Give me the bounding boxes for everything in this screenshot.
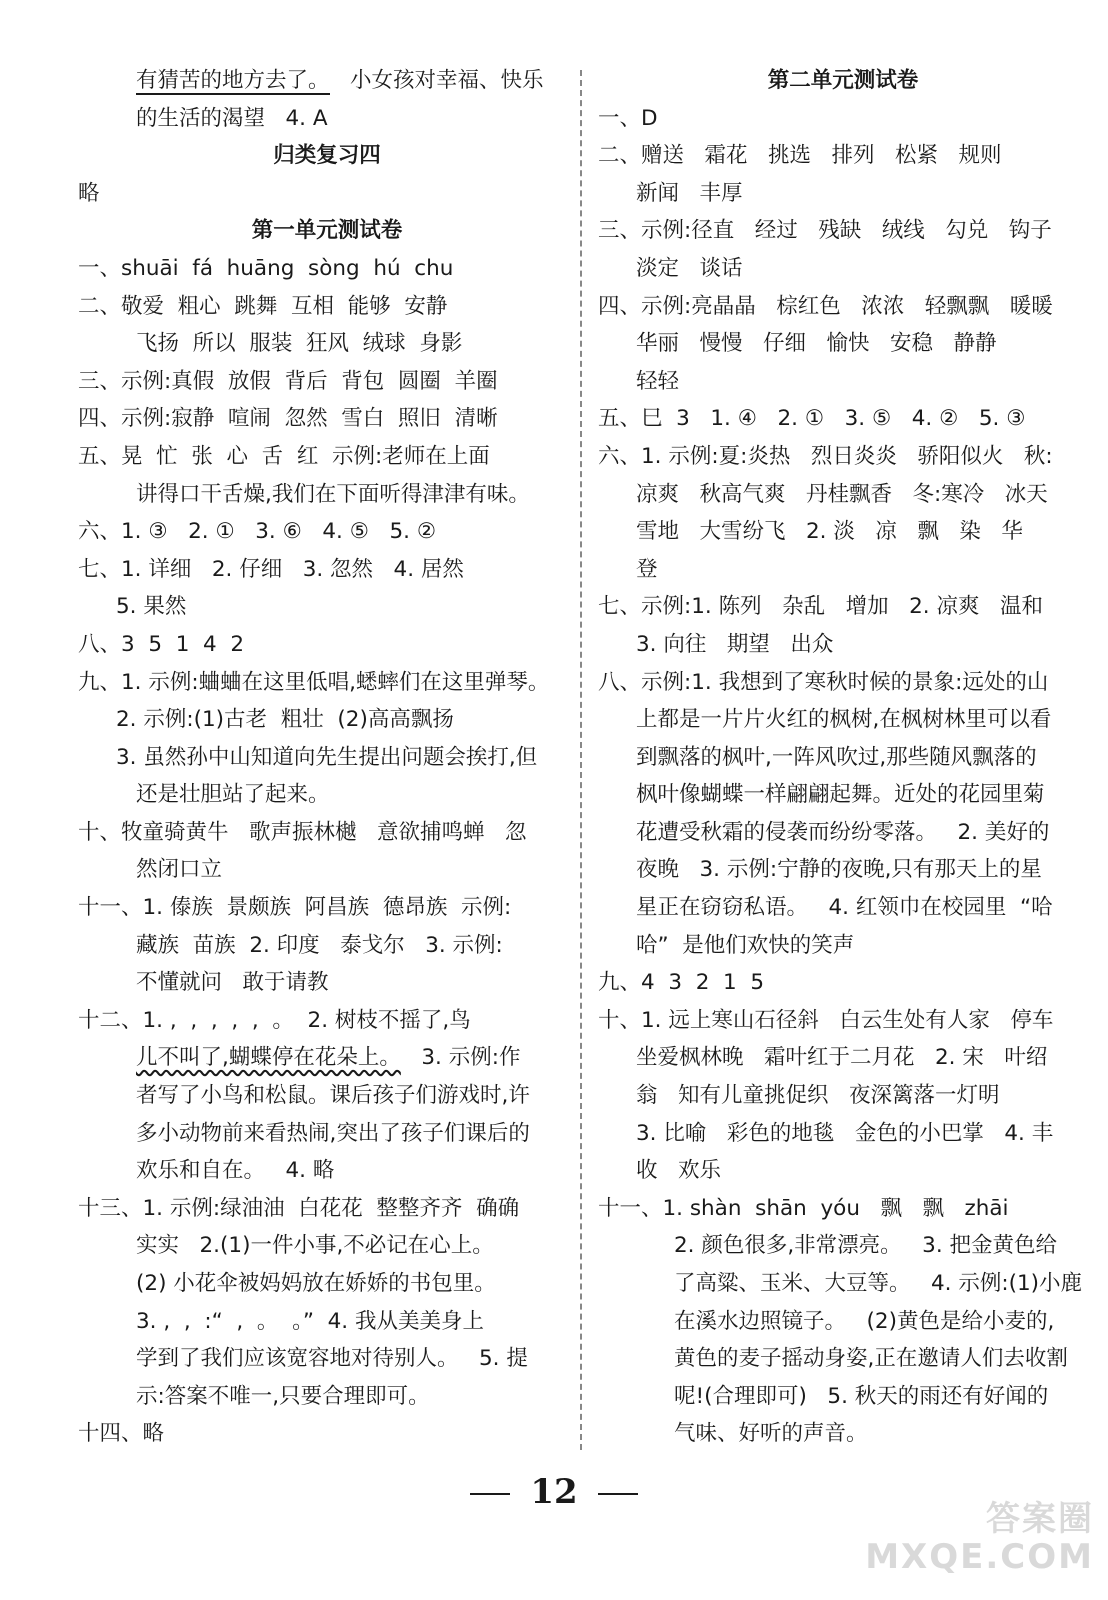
left-column-line: 飞扬 所以 服装 狂风 绒球 身影 xyxy=(136,331,463,357)
right-column-line: 翁 知有儿童挑促织 夜深篱落一灯明 xyxy=(636,1083,1000,1109)
right-column-line: 八、示例:1. 我想到了寒秋时候的景象:远处的山 xyxy=(598,669,1049,695)
right-column-line: 四、示例:亮晶晶 棕红色 浓浓 轻飘飘 暖暖 xyxy=(598,293,1053,319)
left-column-line: (2) 小花伞被妈妈放在娇娇的书包里。 xyxy=(136,1271,496,1296)
watermark xyxy=(865,1500,1094,1576)
left-column-line: 学到了我们应该宽容地对待别人。 5. 提 xyxy=(136,1346,528,1372)
left-column-line: 示:答案不唯一,只要合理即可。 xyxy=(136,1383,430,1409)
right-column-line: 一、D xyxy=(598,105,658,131)
left-column-line: 十三、1. 示例:绿油油 白花花 整整齐齐 确确 xyxy=(78,1195,520,1221)
left-column xyxy=(78,62,576,1453)
left-column-line: 略 xyxy=(78,180,100,206)
left-column-line: 还是壮胆站了起来。 xyxy=(136,782,330,808)
right-column-line: 夜晚 3. 示例:宁静的夜晚,只有那天上的星 xyxy=(636,857,1042,883)
right-column-line: 3. 向往 期望 出众 xyxy=(636,631,834,657)
right-column-line: 九、4 3 2 1 5 xyxy=(598,970,765,996)
left-column-line: 然闭口立 xyxy=(136,857,223,883)
left-column-line: 2. 示例:(1)古老 粗壮 (2)高高飘扬 xyxy=(116,707,454,733)
page-number-value: 12 xyxy=(530,1472,578,1512)
right-column xyxy=(598,62,1088,1453)
left-column-line: 欢乐和自在。 4. 略 xyxy=(136,1158,335,1184)
right-column-line: 黄色的麦子摇动身姿,正在邀请人们去收割 xyxy=(674,1346,1068,1372)
left-column-line: 的生活的渴望 4. A xyxy=(136,105,328,131)
left-column-line: 3. 虽然孙中山知道向先生提出问题会挨打,但 xyxy=(116,744,538,770)
right-column-line: 星正在窃窃私语。 4. 红领巾在校园里 “哈 xyxy=(636,895,1053,921)
left-column-line: 十、牧童骑黄牛 歌声振林樾 意欲捕鸣蝉 忽 xyxy=(78,819,527,845)
left-column-line: 归类复习四 xyxy=(273,143,381,169)
left-column-line: 实实 2.(1)一件小事,不必记在心上。 xyxy=(136,1233,494,1259)
left-column-line: 九、1. 示例:蛐蛐在这里低唱,蟋蟀们在这里弹琴。 xyxy=(78,669,550,695)
right-column-line: 十一、1. shàn shān yóu 飘 飘 zhāi xyxy=(598,1195,1009,1221)
left-column-line: 二、敬爱 粗心 跳舞 互相 能够 安静 xyxy=(78,293,448,319)
right-column-line: 轻轻 xyxy=(636,368,680,394)
right-column-line: 登 xyxy=(636,556,658,582)
left-column-line: 3. , , :“ , 。 。” 4. 我从美美身上 xyxy=(136,1308,484,1334)
right-column-line: 第二单元测试卷 xyxy=(767,68,919,93)
right-column-line: 上都是一片片火红的枫树,在枫树林里可以看 xyxy=(636,707,1052,733)
right-column-line: 花遭受秋霜的侵袭而纷纷零落。 2. 美好的 xyxy=(636,819,1050,845)
left-column-line: 有猜苦的地方去了。 小女孩对幸福、快乐 xyxy=(136,68,544,93)
right-column-line: 在溪水边照镜子。 (2)黄色是给小麦的, xyxy=(674,1308,1055,1334)
left-column-line: 七、1. 详细 2. 仔细 3. 忽然 4. 居然 xyxy=(78,556,464,582)
left-column-line: 十二、1. , , , , , 。 2. 树枝不摇了,鸟 xyxy=(78,1007,471,1033)
left-column-line: 讲得口干舌燥,我们在下面听得津津有味。 xyxy=(136,481,530,507)
left-column-line: 五、晃 忙 张 心 舌 红 示例:老师在上面 xyxy=(78,443,490,469)
page-number-dash-left xyxy=(470,1493,510,1495)
left-column-line: 一、shuāi fá huāng sòng hú chu xyxy=(78,255,454,281)
right-column-line: 六、1. 示例:夏:炎热 烈日炎炎 骄阳似火 秋: xyxy=(598,443,1053,469)
right-column-line: 新闻 丰厚 xyxy=(636,180,743,206)
left-column-line: 四、示例:寂静 喧闹 忽然 雪白 照旧 清晰 xyxy=(78,406,498,432)
right-column-line: 七、示例:1. 陈列 杂乱 增加 2. 凉爽 温和 xyxy=(598,594,1043,620)
page-number-dash-right xyxy=(598,1493,638,1495)
left-column-line: 多小动物前来看热闹,突出了孩子们课后的 xyxy=(136,1120,530,1146)
right-column-line: 哈” 是他们欢快的笑声 xyxy=(636,932,855,958)
right-column-line: 二、赠送 霜花 挑选 排列 松紧 规则 xyxy=(598,143,1002,169)
watermark-line2: MXQE.COM xyxy=(865,1537,1094,1577)
right-column-line: 到飘落的枫叶,一阵风吹过,那些随风飘落的 xyxy=(636,744,1037,770)
watermark-line1: 答案圈 xyxy=(986,1499,1094,1539)
left-column-line: 十一、1. 傣族 景颇族 阿昌族 德昂族 示例: xyxy=(78,895,512,921)
right-column-line: 五、巳 3 1. ④ 2. ① 3. ⑤ 4. ② 5. ③ xyxy=(598,406,1026,432)
right-column-line: 华丽 慢慢 仔细 愉快 安稳 静静 xyxy=(636,331,997,357)
left-column-line: 八、3 5 1 4 2 xyxy=(78,631,245,657)
left-column-line: 三、示例:真假 放假 背后 背包 圆圈 羊圈 xyxy=(78,368,498,394)
left-column-line: 儿不叫了,蝴蝶停在花朵上。 3. 示例:作 xyxy=(136,1045,521,1071)
left-column-line: 六、1. ③ 2. ① 3. ⑥ 4. ⑤ 5. ② xyxy=(78,519,437,545)
left-column-line: 不懂就问 敢于请教 xyxy=(136,970,329,996)
right-column-line: 淡定 谈话 xyxy=(636,255,743,281)
left-column-line: 者写了小鸟和松鼠。课后孩子们游戏时,许 xyxy=(136,1083,530,1109)
left-column-line: 藏族 苗族 2. 印度 泰戈尔 3. 示例: xyxy=(136,932,503,958)
left-column-line: 第一单元测试卷 xyxy=(251,218,403,244)
right-column-line: 坐爱枫林晚 霜叶红于二月花 2. 宋 叶绍 xyxy=(636,1045,1048,1071)
right-column-line: 雪地 大雪纷飞 2. 淡 凉 飘 染 华 xyxy=(636,519,1023,545)
right-column-line: 十、1. 远上寒山石径斜 白云生处有人家 停车 xyxy=(598,1007,1054,1033)
right-column-line: 凉爽 秋高气爽 丹桂飘香 冬:寒冷 冰天 xyxy=(636,481,1048,507)
column-divider xyxy=(580,70,582,1450)
right-column-line: 枫叶像蝴蝶一样翩翩起舞。近处的花园里菊 xyxy=(636,782,1045,808)
right-column-line: 了高粱、玉米、大豆等。 4. 示例:(1)小鹿 xyxy=(674,1271,1083,1296)
left-column-line: 十四、略 xyxy=(78,1421,165,1447)
right-column-line: 收 欢乐 xyxy=(636,1158,722,1184)
left-column-line: 5. 果然 xyxy=(116,594,187,620)
right-column-line: 2. 颜色很多,非常漂亮。 3. 把金黄色给 xyxy=(674,1233,1058,1259)
right-column-line: 三、示例:径直 经过 残缺 绒线 勾兑 钩子 xyxy=(598,218,1052,244)
right-column-line: 气味、好听的声音。 xyxy=(674,1421,868,1447)
right-column-line: 呢!(合理即可) 5. 秋天的雨还有好闻的 xyxy=(674,1383,1049,1409)
right-column-line: 3. 比喻 彩色的地毯 金色的小巴掌 4. 丰 xyxy=(636,1120,1054,1146)
